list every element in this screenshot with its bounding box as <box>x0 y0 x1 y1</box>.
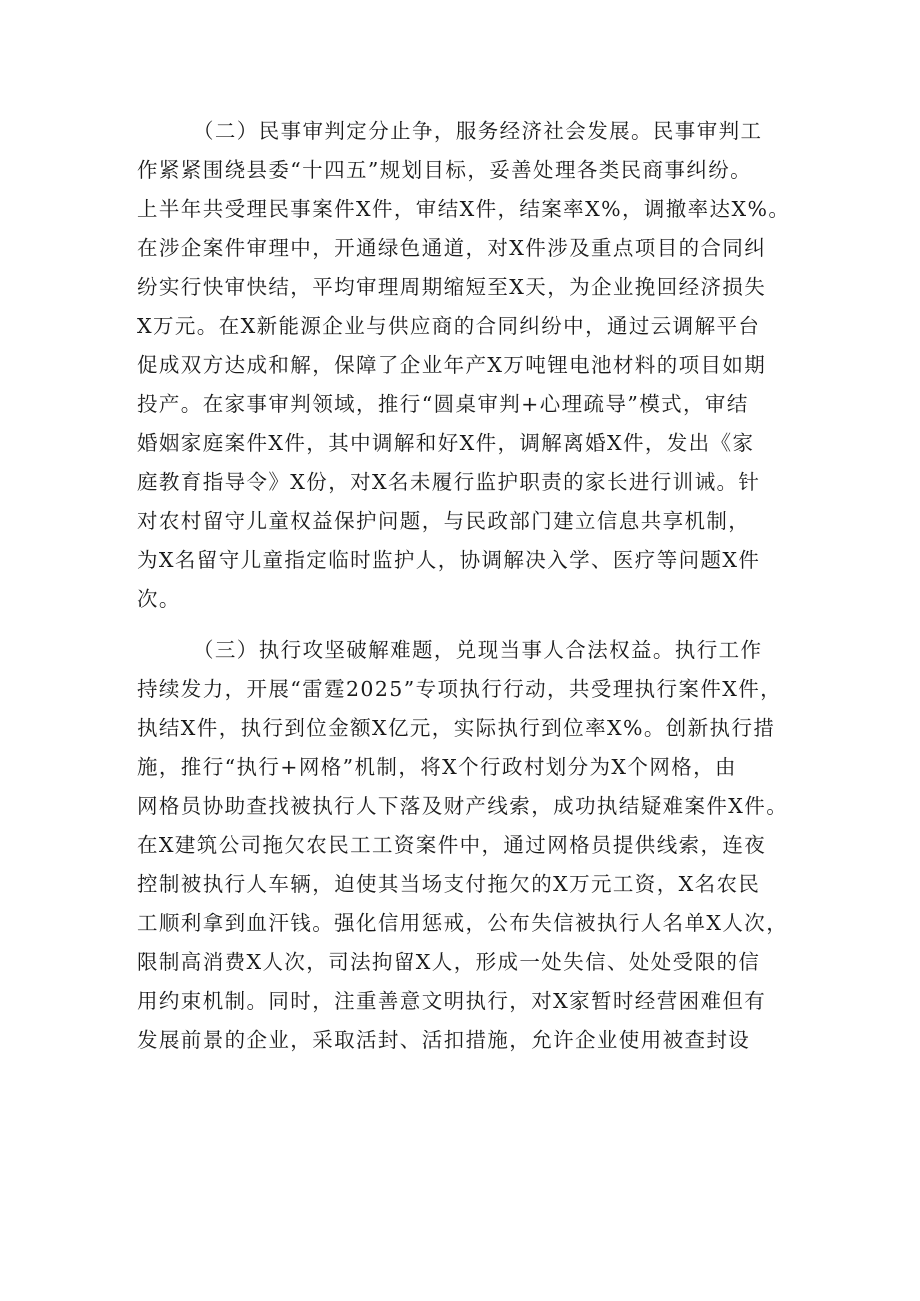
paragraph-line: 持续发力，开展“雷霆2025”专项执行行动，共受理执行案件X件， <box>137 677 783 701</box>
paragraph-line: 纷实行快审快结，平均审理周期缩短至X天，为企业挽回经济损失 <box>137 275 767 299</box>
paragraph-line: 发展前景的企业，采取活封、活扣措施，允许企业使用被查封设 <box>137 1028 751 1052</box>
paragraph-line: 促成双方达成和解，保障了企业年产X万吨锂电池材料的项目如期 <box>137 353 767 377</box>
paragraph-line: （三）执行攻坚破解难题，兑现当事人合法权益。执行工作 <box>193 638 763 662</box>
paragraph-line: 在涉企案件审理中，开通绿色通道，对X件涉及重点项目的合同纠 <box>137 236 767 260</box>
paragraph-line: 网格员协助查找被执行人下落及财产线索，成功执结疑难案件X件。 <box>137 794 789 818</box>
paragraph-line: （二）民事审判定分止争，服务经济社会发展。民事审判工 <box>193 119 763 143</box>
paragraph-line: 婚姻家庭案件X件，其中调解和好X件，调解离婚X件，发出《家 <box>137 431 755 455</box>
paragraph-line: 作紧紧围绕县委“十四五”规划目标，妥善处理各类民商事纠纷。 <box>137 158 753 182</box>
paragraph-enforcement <box>137 631 797 1060</box>
paragraph-line: 次。 <box>137 587 181 611</box>
paragraph-line: 工顺利拿到血汗钱。强化信用惩戒，公布失信被执行人名单X人次， <box>137 911 789 935</box>
paragraph-line: 执结X件，执行到位金额X亿元，实际执行到位率X%。创新执行措 <box>137 716 776 740</box>
paragraph-spacing <box>137 619 797 631</box>
paragraph-line: 对农村留守儿童权益保护问题，与民政部门建立信息共享机制， <box>137 509 751 533</box>
paragraph-line: 投产。在家事审判领域，推行“圆桌审判+心理疏导”模式，审结 <box>137 392 749 416</box>
paragraph-line: 为X名留守儿童指定临时监护人，协调解决入学、医疗等问题X件 <box>137 548 761 572</box>
paragraph-line: 施，推行“执行+网格”机制，将X个行政村划分为X个网格，由 <box>137 755 737 779</box>
document-body <box>137 112 797 1060</box>
paragraph-line: 庭教育指导令》X份，对X名未履行监护职责的家长进行训诫。针 <box>137 470 761 494</box>
paragraph-line: 上半年共受理民事案件X件，审结X件，结案率X%，调撤率达X%。 <box>137 197 791 221</box>
paragraph-line: 在X建筑公司拖欠农民工工资案件中，通过网格员提供线索，连夜 <box>137 833 767 857</box>
paragraph-civil-trial <box>137 112 797 619</box>
paragraph-line: 限制高消费X人次，司法拘留X人，形成一处失信、处处受限的信 <box>137 950 761 974</box>
paragraph-line: X万元。在X新能源企业与供应商的合同纠纷中，通过云调解平台 <box>137 314 761 338</box>
paragraph-line: 控制被执行人车辆，迫使其当场支付拖欠的X万元工资，X名农民 <box>137 872 761 896</box>
paragraph-line: 用约束机制。同时，注重善意文明执行，对X家暂时经营困难但有 <box>137 989 767 1013</box>
